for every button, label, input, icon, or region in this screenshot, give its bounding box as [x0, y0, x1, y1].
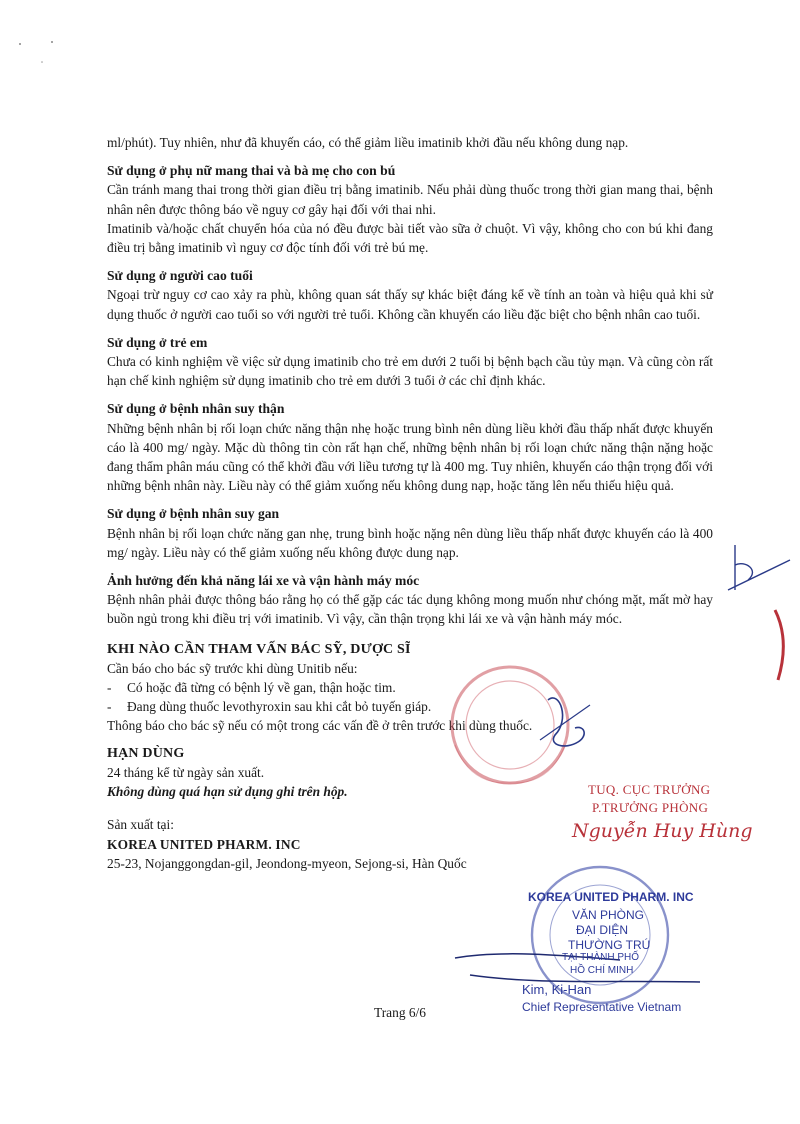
consult-list: [107, 678, 713, 716]
scan-artifact: [18, 40, 58, 85]
list-item: - Đang dùng thuốc levothyroxin sau khi cắt bỏ tuyến giáp.: [107, 697, 713, 716]
approval-signer: Nguyễn Huy Hùng: [572, 820, 753, 842]
approval-line1: TUQ. CỤC TRƯỞNG: [588, 782, 711, 797]
section-paragraph: Chưa có kinh nghiệm về việc sử dụng imatinib cho trẻ em dưới 2 tuổi bị bệnh bạch cầu tủy mạn. Và cũng còn rất hạn chế kinh nghiệm sử dụng imatinib cho trẻ em dưới 3 tuổi ở các chỉ định khác.: [107, 354, 713, 389]
section-paragraph: Imatinib và/hoặc chất chuyển hóa của nó đều được bài tiết vào sữa ở chuột. Vì vậy, không cho con bú khi đang điều trị bằng imatinib vì nguy cơ độc tính đối với trẻ bú mẹ.: [107, 220, 713, 256]
page-number: Trang 6/6: [374, 1005, 426, 1020]
section-paragraph: Bệnh nhân bị rối loạn chức năng gan nhẹ, trung bình hoặc nặng nên dùng liều thấp nhất được khuyến cáo là 400 mg/ ngày. Liều này có thể giảm xuống nếu không được dung nạp.: [107, 525, 713, 560]
consult-outro: Thông báo cho bác sỹ nếu có một trong các vấn đề ở trên trước khi dùng thuốc.: [107, 718, 533, 734]
approval-line2: P.TRƯỞNG PHÒNG: [592, 800, 709, 815]
rep-stamp-line: THƯỜNG TRÚ: [568, 938, 651, 952]
consult-heading: KHI NÀO CẦN THAM VẤN BÁC SỸ, DƯỢC SĨ: [107, 641, 411, 657]
section-heading-pregnancy: Sử dụng ở phụ nữ mang thai và bà mẹ cho con bú: [107, 163, 396, 179]
intro-paragraph: ml/phút). Tuy nhiên, như đã khuyến cáo, có thể giảm liều imatinib khởi đầu nếu không dung nạp.: [107, 135, 629, 150]
expiry-warning: Không dùng quá hạn sử dụng ghi trên hộp.: [107, 784, 348, 800]
manufacturer-name: KOREA UNITED PHARM. INC: [107, 836, 301, 852]
document-body: [107, 133, 713, 873]
manufacturer-address: 25-23, Nojanggongdan-gil, Jeondong-myeon, Sejong-si, Hàn Quốc: [107, 855, 467, 871]
manufacturer-label: Sản xuất tại:: [107, 817, 174, 833]
rep-stamp-line: TẠI THÀNH PHỐ: [562, 952, 640, 963]
rep-stamp-line: VĂN PHÒNG: [572, 908, 645, 922]
rep-stamp-arc: KOREA UNITED PHARM. INC: [528, 890, 694, 904]
section-paragraph: Cần tránh mang thai trong thời gian điều trị bằng imatinib. Nếu phải dùng thuốc trong thời gian mang thai, bệnh nhân nên được thông báo về nguy cơ gây hại đối với thai nhi.: [107, 182, 713, 217]
rep-title: Chief Representative Vietnam: [522, 1000, 682, 1014]
consult-intro: Cần báo cho bác sỹ trước khi dùng Unitib nếu:: [107, 660, 358, 676]
rep-stamp-line: HỒ CHÍ MINH: [570, 965, 634, 976]
list-item: - Có hoặc đã từng có bệnh lý về gan, thận hoặc tim.: [107, 678, 713, 697]
expiry-text: 24 tháng kể từ ngày sản xuất.: [107, 764, 265, 780]
section-heading-renal: Sử dụng ở bệnh nhân suy thận: [107, 401, 285, 417]
rep-name: Kim, Ki-Han: [522, 982, 592, 997]
section-heading-hepatic: Sử dụng ở bệnh nhân suy gan: [107, 506, 280, 522]
section-paragraph: Ngoại trừ nguy cơ cao xảy ra phù, không quan sát thấy sự khác biệt đáng kể về tính an toàn và hiệu quả khi sử dụng thuốc ở người cao tuổi so với người trẻ tuổi. Không cần khuyến cáo liều đặc biệt cho bệnh nhân cao tuổi.: [107, 287, 713, 322]
section-paragraph: Bệnh nhân phải được thông báo rằng họ có thể gặp các tác dụng không mong muốn như chóng mặt, mất mờ hay buồn ngủ trong khi điều trị với imatinib. Vì vậy, cần thận trọng khi lái xe và vận hành máy móc.: [107, 592, 713, 627]
expiry-heading: HẠN DÙNG: [107, 745, 185, 761]
section-heading-elderly: Sử dụng ở người cao tuổi: [107, 268, 253, 284]
section-paragraph: Những bệnh nhân bị rối loạn chức năng thận nhẹ hoặc trung bình nên dùng liều khởi đầu thấp nhất được khuyến cáo là 400 mg/ ngày. Mặc dù thông tin còn rất hạn chế, những bệnh nhân bị rối loạn chức năng thận nặng hoặc đang thẩm phân máu cũng có thể khởi đầu với liều tương tự là 400 mg. Tuy nhiên, khuyến cáo thận trọng đối với những bệnh nhân này. Liều này có thể giảm xuống nếu không dung nạp, hoặc tăng lên nếu thiếu hiệu quả.: [107, 420, 713, 494]
rep-stamp-line: ĐẠI DIỆN: [576, 923, 629, 937]
section-heading-children: Sử dụng ở trẻ em: [107, 334, 208, 350]
section-heading-driving: Ảnh hưởng đến khả năng lái xe và vận hành máy móc: [107, 573, 420, 589]
